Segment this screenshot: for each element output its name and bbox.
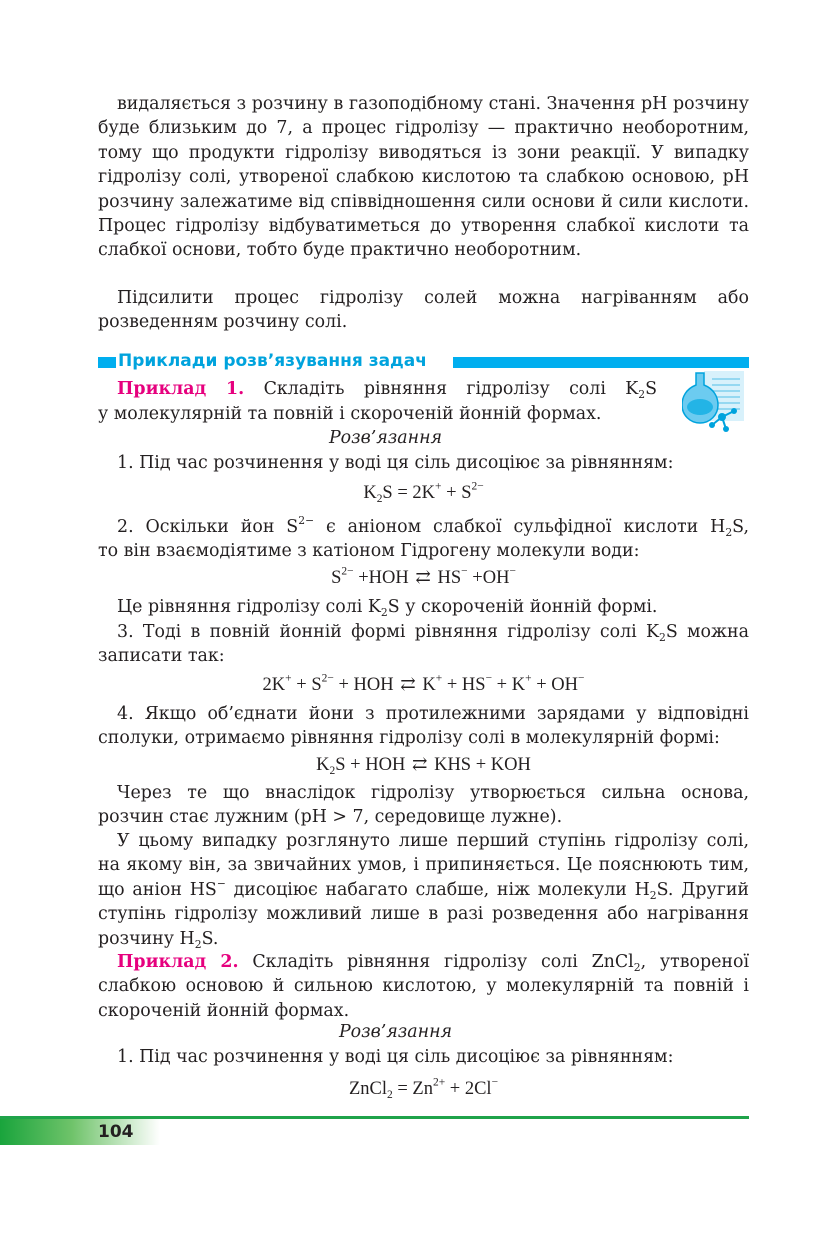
equation-full-ionic: $2K^+ + S^{2-}$ + HOH ⇄ K+ + HS− + K+ + OH− [262,672,585,695]
section-square-marker [98,357,116,368]
example1-solution-heading: Розв’язання [328,428,443,448]
section-rule [453,357,749,368]
section-title: Приклади розв’язування задач [118,351,427,371]
example2-solution-heading: Розв’язання [338,1022,453,1042]
example1-step3-line2: записати так: [98,646,225,666]
example2-label: Приклад 2. [117,952,239,972]
example2-task: Приклад 2. Складіть рівняння гідролізу солі ZnCl$_2$, утвореної слабкою основою й сильною кислотою, у молекулярній та повній і скороченій йонній формах. [98,952,750,1021]
intro-paragraph-1: видаляється з розчину в газоподібному стані. Значення pH розчину буде близьким до 7, а процес гідролізу — практично необоротним, тому що продукти гідролізу виводяться із зони реакції. У випадку гідролізу солі, утвореної слабкою кислотою та слабкою основою, pH розчину залежатиме від співвідношення сили основи й сили кислоти. Процес гідролізу відбуватиметься до утворення слабкої кислоти та слабкої основи, тобто буде практично необоротним. [98,94,749,261]
example1-task-line1 [117,377,657,401]
reversible-arrow-icon: ⇄ [415,568,431,588]
example1-step2-line1: 2. Оскільки йон $S^{2-}$ є аніоном слабкої сульфідної кислоти $H_2S$, [117,513,749,539]
footer-green-tab [0,1119,160,1145]
example1-step1: 1. Під час розчинення у воді ця сіль дисоціює за рівнянням: [117,453,674,473]
example1-step3-line1: 3. Тоді в повній йонній формі рівняння гідролізу солі $K_2S$ можна [117,622,749,644]
example1-step4: 4. Якщо об’єднати йони з протилежними зарядами у відповідні сполуки, отримаємо рівняння гідролізу солі в молекулярній формі: [98,704,749,749]
section-heading-bar [98,353,749,371]
example1-final: У цьому випадку розглянуто лише перший ступінь гідролізу солі, на якому він, за звичайних умов, і припиняється. Це пояснюють тим, що аніон HS− дисоціює набагато слабше, ніж молекули $H_2S$. Другий ступінь гідролізу можливий лише в разі розведення або нагрівання розчину $H_2S$. [98,831,749,951]
equation-dissociation-zncl2: ZnCl$_2$ = $Zn^{2+} + 2Cl^-$ [348,1076,499,1101]
example1-task-line2: у молекулярній та повній і скороченій йонній формах. [98,404,602,424]
flask-molecule-icon [682,369,748,433]
equation-dissociation-k2s: $K_2S = 2K^+ + S^{2-}$ [363,480,484,505]
example1-task-a: Складіть рівняння гідролізу солі K [263,379,639,399]
reversible-arrow-icon: ⇄ [400,675,416,695]
example1-conclusion: Через те що внаслідок гідролізу утворюється сильна основа, розчин стає лужним (pH > 7, середовище лужне). [98,783,749,828]
equation-molecular: $K_2S$ + HOH ⇄ KHS + KOH [316,755,531,777]
example1-note: Це рівняння гідролізу солі $K_2S$ у скороченій йонній формі. [117,597,658,619]
intro-paragraph-2: Підсилити процес гідролізу солей можна нагріванням або розведенням розчину солі. [98,288,749,333]
example2-step1: 1. Під час розчинення у воді ця сіль дисоціює за рівнянням: [117,1047,674,1067]
equation-short-ionic: $S^{2-} +HOH$ ⇄ HS− +OH− [331,565,516,588]
example1-task-b: S [645,379,658,399]
example1-label: Приклад 1. [117,379,245,399]
reversible-arrow-icon: ⇄ [411,755,428,775]
page-number: 104 [98,1122,134,1142]
sub-2: 2 [638,387,646,401]
example1-step2-line2: то він взаємодіятиме з катіоном Гідрогену молекули води: [98,541,640,561]
